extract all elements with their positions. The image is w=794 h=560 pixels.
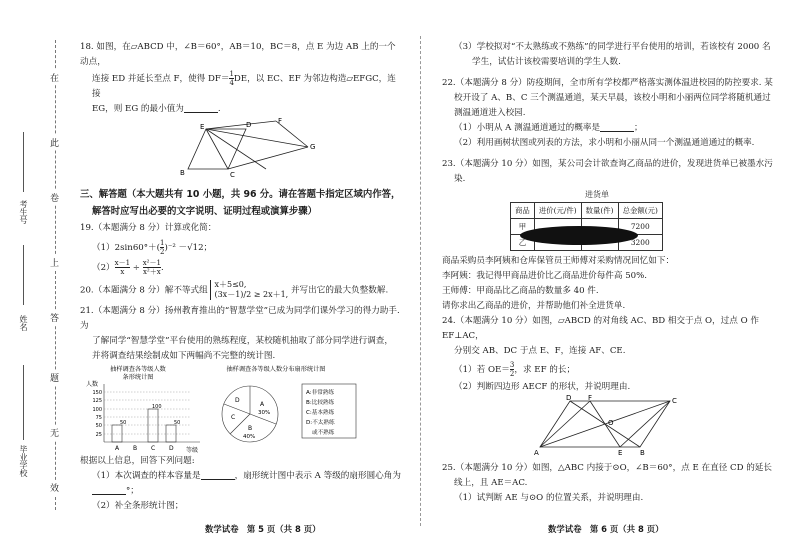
- q19-head: 19.（本题满分 8 分）计算或化简：: [80, 223, 217, 233]
- answer-blank[interactable]: [184, 102, 218, 113]
- binding-char: 上: [50, 255, 59, 270]
- bar-chart-title-1: 抽样调查各等级人数: [110, 366, 166, 373]
- bar-chart-x-label: 等级: [186, 447, 199, 454]
- pie-label-b: B: [248, 425, 253, 432]
- fig24-label-f: F: [588, 395, 593, 402]
- q18-line1: 18. 如图，在▱ABCD 中，∠B＝60°，AB＝10，BC＝8，点 E 为边 AB 上的一个动点，: [80, 42, 396, 67]
- q21-sub1b: ，扇形统计图中表示 A 等级的扇形圆心角为: [234, 471, 401, 481]
- table-header: 数量(件): [581, 203, 618, 219]
- bar-a: [112, 425, 122, 442]
- pie-chart-title: 抽样调查各等级人数分布扇形统计图: [226, 366, 326, 373]
- q24-sub2: （2）判断四边形 AECF 的形状，并说明理由.: [454, 382, 631, 392]
- fig24-label-a: A: [534, 449, 539, 457]
- q19-divide: ÷: [132, 263, 140, 273]
- school-line: [23, 365, 24, 440]
- q23-a2: 李阿姨：我记得甲商品进价比乙商品进价每件高 50%.: [442, 271, 648, 281]
- binding-char: 答: [50, 310, 59, 325]
- legend-item: D:不太熟练: [306, 420, 335, 426]
- q22-sub2: （2）利用画树状图或列表的方法，求小明和小丽从同一个测温通道通过的概率.: [454, 138, 755, 148]
- q24-fraction-num: 3: [509, 361, 515, 369]
- q21-charts: [80, 364, 402, 454]
- y-tick: 100: [92, 407, 102, 413]
- q22-line2: 校开设了 A、B、C 三个测温通道，某天早晨，该校小明和小丽两位同学将随机通过: [454, 93, 771, 103]
- q18-fraction-numerator: 1: [229, 70, 234, 78]
- q18-line2a: 连接 ED 并延长至点 F，使得 DF＝: [92, 74, 230, 84]
- question-25: [442, 461, 774, 506]
- q22-sub1: （1）小明从 A 测温通道通过的概率是: [454, 123, 601, 133]
- q18-fraction-denominator: 4: [229, 79, 234, 87]
- y-tick: 150: [92, 390, 102, 396]
- bar-label-a: 50: [120, 420, 127, 426]
- q19-half-num: 1: [160, 239, 165, 247]
- binding-margin: [14, 40, 74, 510]
- q23-a4: 请你求出乙商品的进价，并帮助他们补全进货单.: [442, 301, 626, 311]
- q24-sub1b: ，求 EF 的长；: [514, 365, 576, 375]
- y-tick: 75: [95, 415, 102, 421]
- page-6: [442, 40, 774, 506]
- y-tick: 50: [95, 423, 102, 429]
- q22-sub1-end: ；: [634, 123, 643, 133]
- figure-24-parallelogram: [534, 395, 684, 457]
- table-cell: 乙: [511, 235, 535, 251]
- q23-a1: 商品采购员李阿姨和仓库保管员王师傅对采购情况回忆如下：: [442, 256, 675, 266]
- table-header: 总金额(元): [618, 203, 662, 219]
- bar-label-d: 50: [174, 420, 181, 426]
- q19-half-den: 2: [160, 248, 165, 256]
- pie-label-a: A: [260, 401, 265, 408]
- binding-char: 在: [50, 70, 59, 85]
- q19-half: [160, 239, 164, 256]
- legend-item: 或不熟练: [312, 430, 335, 436]
- q22-line3: 测温通道进入校园.: [454, 108, 526, 118]
- school-label: 毕业学校: [19, 445, 28, 477]
- binding-char: 此: [50, 135, 59, 150]
- x-category: D: [169, 445, 174, 452]
- fig18-label-d: D: [246, 121, 252, 129]
- question-24: [442, 314, 774, 457]
- bar-c: [148, 409, 158, 442]
- question-21: [80, 304, 402, 514]
- pie-pct-b: 40%: [243, 434, 256, 440]
- fig24-label-c: C: [672, 397, 677, 405]
- page-divider: [420, 36, 421, 526]
- x-category: C: [151, 445, 156, 452]
- fig24-label-b: B: [640, 449, 645, 457]
- fig18-label-e: E: [200, 123, 205, 131]
- footer-page-6: 数学试卷 第 6 页（共 8 页）: [548, 524, 664, 534]
- section-3-header: [80, 187, 402, 219]
- q20-inequality-2: (3x－1)/2 ≥ 2x＋1,: [214, 290, 289, 299]
- name-label: 姓名: [19, 315, 28, 331]
- q20-text-a: 20.（本题满分 8 分）解不等式组: [80, 285, 208, 296]
- q23-line1: 23.（本题满分 10 分）如图，某公司会计欲查询乙商品的进价，发现进货单已被墨水污: [442, 159, 773, 169]
- answer-blank[interactable]: [92, 484, 126, 495]
- figure-18-parallelogram: [176, 117, 336, 179]
- binding-char: 题: [50, 370, 59, 385]
- table-cell: 7200: [618, 219, 662, 235]
- q21-after: 根据以上信息，回答下列问题:: [80, 456, 195, 466]
- q23-a3: 王师傅：甲商品比乙商品的数量多 40 件.: [442, 286, 599, 296]
- q18-end: .: [217, 104, 221, 114]
- q21-sub2: （2）补全条形统计图；: [92, 501, 184, 511]
- fig24-label-e: E: [618, 449, 623, 457]
- q18-line2b: DE，以 EC、EF 为邻边构造▱EFGC，连接: [92, 74, 396, 99]
- fig24-label-o: O: [608, 419, 614, 427]
- table-header-row: [511, 203, 663, 219]
- bar-chart-y-label: 人数: [86, 381, 99, 388]
- fig18-label-c: C: [230, 171, 235, 179]
- q21-3-line2: 学生，试估计该校需要培训的学生人数.: [472, 57, 621, 67]
- q22-line1: 22.（本题满分 8 分）防疫期间，全市所有学校都严格落实测体温进校园的防控要求. 某: [442, 78, 773, 88]
- question-20: [80, 280, 402, 300]
- section-3-line1: 三、解答题（本大题共有 10 小题，共 96 分。请在答题卡指定区域内作答，: [80, 189, 401, 200]
- q19-end: .: [160, 263, 164, 273]
- q25-sub1: （1）试判断 AE 与⊙O 的位置关系，并说明理由.: [454, 493, 644, 503]
- footer-page-5: 数学试卷 第 5 页（共 8 页）: [205, 524, 321, 534]
- q19-part1a: （1）2sin60°＋: [92, 243, 157, 253]
- fig18-label-b: B: [180, 169, 185, 177]
- q25-line2: 线上，且 AE＝AC.: [454, 478, 528, 488]
- x-category: B: [133, 445, 138, 452]
- q23-line2: 染.: [454, 174, 466, 184]
- q24-line2: 分别交 AB、DC 于点 E、F，连接 AF、CE.: [454, 346, 626, 356]
- q19-frac1-num: x－1: [114, 259, 131, 267]
- name-line: [23, 245, 24, 305]
- pie-label-d: D: [235, 397, 240, 404]
- ink-stain: [520, 226, 638, 245]
- binding-char: 无: [50, 425, 59, 440]
- bar-chart-title-2: 条形统计图: [122, 374, 154, 381]
- bar-d: [166, 425, 176, 442]
- q19-frac2-num: x²－1: [142, 259, 161, 267]
- q21-line1: 21.（本题满分 8 分）扬州教育推出的“智慧学堂”已成为同学们课外学习的得力助手. 为: [80, 306, 400, 331]
- bar-label-c: 100: [152, 404, 162, 410]
- q21-3-line1: （3）学校拟对“不太熟练或不熟练”的同学进行平台使用的培训，若该校有 2000 名: [454, 42, 771, 52]
- y-tick: 125: [92, 398, 102, 404]
- question-22: [442, 76, 774, 151]
- q19-frac2: [143, 259, 161, 276]
- question-19: 19.（本题满分 8 分）计算或化简： （1）2sin60°＋( $\frac{1}{2}$ )⁻² －√12； （2） $\frac{x-1}{x}$ ÷ $\frac{\text{x²－1}}{\text{x²＋x}}$ .: [80, 221, 402, 276]
- table-header: 商品: [511, 203, 535, 219]
- pie-pct-a: 30%: [258, 410, 271, 416]
- binding-char: 效: [50, 480, 59, 495]
- answer-blank[interactable]: [600, 121, 634, 132]
- page-5: [80, 40, 402, 514]
- fig24-label-d: D: [566, 395, 572, 402]
- q19-frac1: [115, 259, 130, 276]
- table-cell: 3200: [618, 235, 662, 251]
- q19-frac1-den: x: [120, 268, 125, 276]
- table-cell: 甲: [511, 219, 535, 235]
- legend-item: C:基本熟练: [306, 410, 335, 416]
- q24-line1: 24.（本题满分 10 分）如图，▱ABCD 的对角线 AC、BD 相交于点 O，过点 O 作 EF⊥AC，: [442, 316, 759, 341]
- binding-char: 卷: [50, 190, 59, 205]
- q21-line3: 并将调查结果绘制成如下两幅尚不完整的统计图.: [92, 351, 276, 361]
- q24-sub1a: （1）若 OE＝: [454, 365, 510, 375]
- q25-line1: 25.（本题满分 10 分）如图，△ABC 内接于⊙O，∠B＝60°，点 E 在直径 CD 的延长: [442, 463, 772, 473]
- q18-line3: EG，则 EG 的最小值为: [92, 104, 184, 114]
- q20-text-b: 并写出它的最大负整数解.: [290, 285, 389, 296]
- question-18: [80, 40, 402, 179]
- q21-sub1c: °；: [126, 486, 139, 496]
- q19-part2a: （2）: [92, 263, 115, 273]
- q19-part1b: ⁻² －√12；: [167, 243, 213, 253]
- x-category: A: [115, 445, 120, 452]
- question-21-part3: [442, 40, 774, 70]
- section-3-line2: 解答时应写出必要的文字说明、证明过程或演算步骤）: [92, 206, 318, 217]
- q24-fraction-den: 2: [509, 370, 515, 378]
- fig18-label-g: G: [310, 143, 316, 151]
- legend-item: B:比较熟练: [306, 400, 335, 406]
- table-header: 进价(元/件): [534, 203, 581, 219]
- candidate-number-label: 考生号: [19, 200, 28, 224]
- ledger-title: 进货单: [585, 190, 609, 199]
- q21-sub1a: （1）本次调查的样本容量是: [92, 471, 201, 481]
- y-tick: 25: [95, 432, 102, 438]
- q20-inequality-1: x＋5≤0,: [214, 280, 247, 289]
- q19-frac2-den: x²＋x: [142, 268, 161, 276]
- candidate-number-line: [23, 132, 24, 192]
- q20-inequality-system: [210, 280, 288, 300]
- fig18-label-f: F: [278, 117, 283, 125]
- pie-label-c: C: [231, 414, 236, 421]
- q21-line2: 了解同学“智慧学堂”平台使用的熟练程度，某校随机抽取了部分同学进行调查，: [92, 336, 393, 346]
- legend-item: A:非常熟练: [306, 390, 334, 396]
- answer-blank[interactable]: [201, 469, 235, 480]
